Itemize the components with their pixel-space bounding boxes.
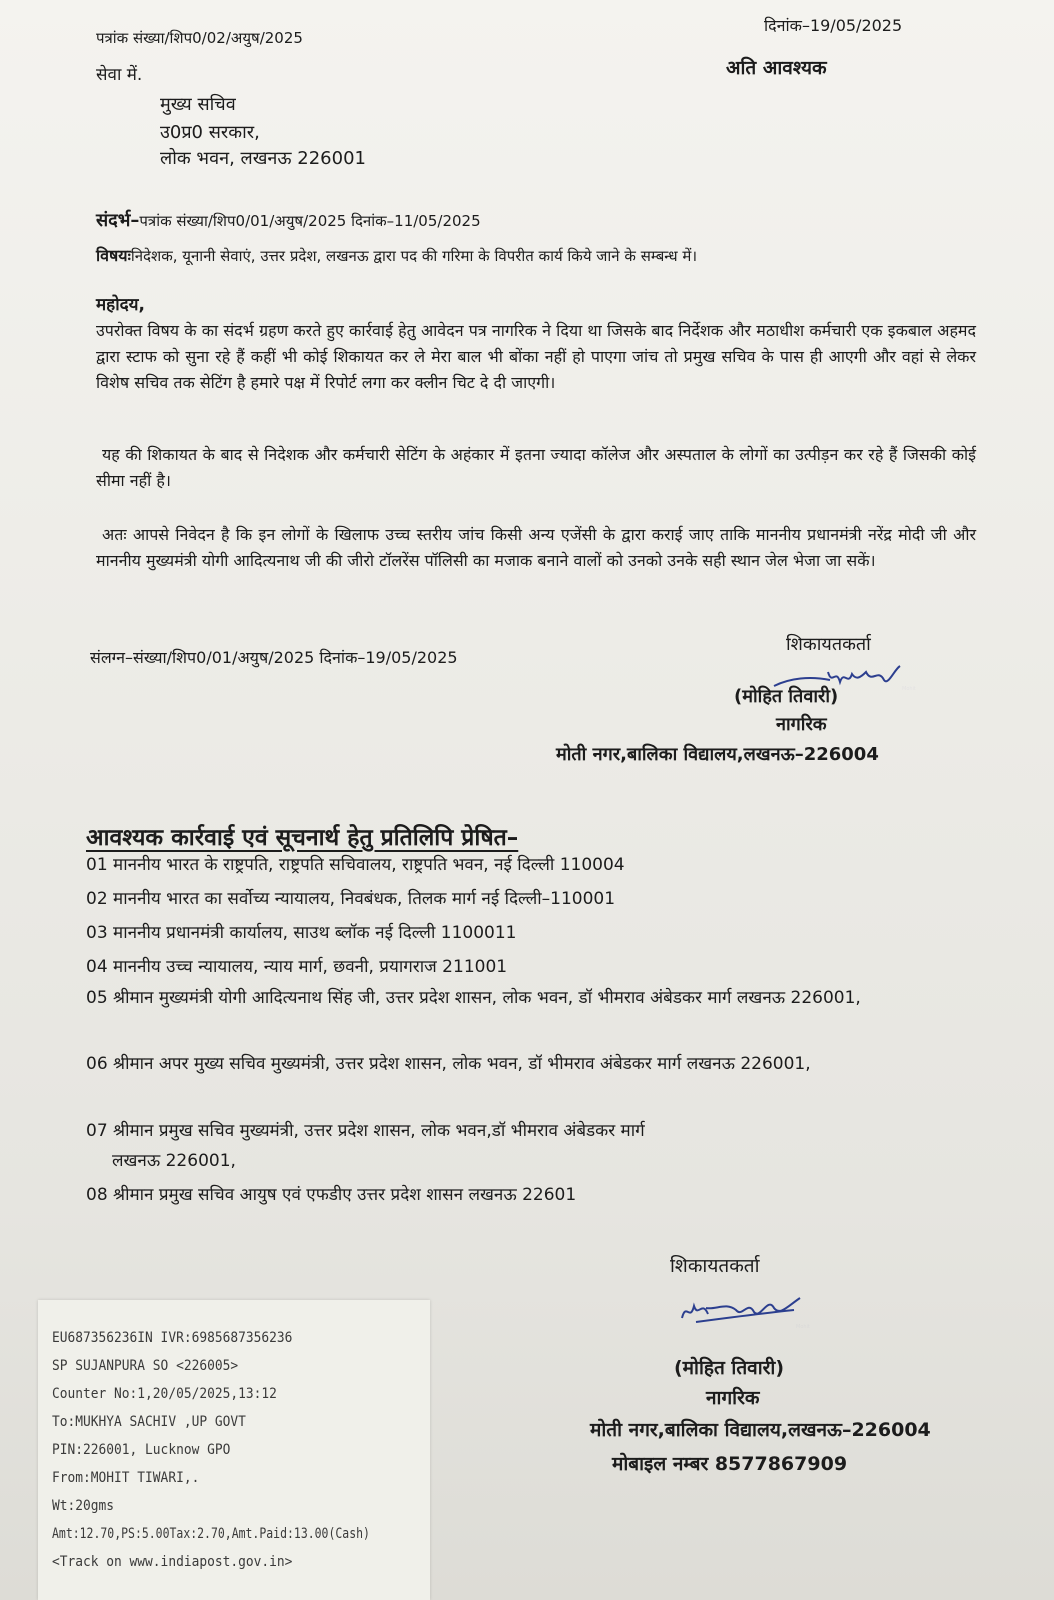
cc-item-06: 06 श्रीमान अपर मुख्य सचिव मुख्यमंत्री, उत्तर प्रदेश शासन, लोक भवन, डॉ भीमराव अंबेडकर मार्ग लखनऊ 226001, — [86, 1054, 811, 1074]
cc-item-02: 02 माननीय भारत का सर्वोच्य न्यायालय, निवबंधक, तिलक मार्ग नई दिल्ली–110001 — [86, 889, 616, 909]
body-paragraph-2: यह की शिकायत के बाद से निदेशक और कर्मचारी सेटिंग के अहंकार में इतना ज्यादा कॉलेज और अस्पताल के लोगों का उत्पीड़न कर रहे हैं जिसकी कोई सीमा नहीं है। — [96, 445, 976, 490]
complainant-title-2: शिकायतकर्ता — [670, 1255, 760, 1277]
reference-line — [96, 208, 481, 232]
cc-item-07: 07 श्रीमान प्रमुख सचिव मुख्यमंत्री, उत्तर प्रदेश शासन, लोक भवन,डॉ भीमराव अंबेडकर मार्ग — [86, 1121, 645, 1141]
signature-scribble-2 — [676, 1288, 810, 1332]
postal-receipt — [38, 1300, 430, 1600]
body-paragraph-3: अतः आपसे निवेदन है कि इन लोगों के खिलाफ उच्च स्तरीय जांच किसी अन्य एजेंसी के द्वारा कराई जाए ताकि माननीय प्रधानमंत्री नरेंद्र मोदी जी और माननीय मुख्यमंत्री योगी आदित्यनाथ जी की जीरो टॉलरेंस पॉलिसी का मजाक बनाने वालों को उनको उनके सही स्थान जेल भेजा जा सकें। — [96, 525, 976, 570]
receipt-line-8: Amt:12.70,PS:5.00Tax:2.70,Amt.Paid:13.00(Cash) — [52, 1526, 370, 1542]
subject-text: निदेशक, यूनानी सेवाएं, उत्तर प्रदेश, लखनऊ द्वारा पद की गरिमा के विपरीत कार्य किये जाने के सम्बन्ध में। — [130, 247, 698, 265]
complainant-title: शिकायतकर्ता — [786, 634, 871, 655]
complainant-role-2: नागरिक — [706, 1387, 760, 1409]
signature-text: Mohit — [902, 686, 916, 692]
complainant-mobile: मोबाइल नम्बर 8577867909 — [612, 1453, 848, 1475]
body-paragraph-1: उपरोक्त विषय के का संदर्भ ग्रहण करते हुए कार्रवाई हेतु आवेदन पत्र नागरिक ने दिया था जिसके बाद निर्देशक और मठाधीश कर्मचारी एक इकबाल अहमद द्वारा स्टाफ को सुना रहे हैं कहीं भी कोई शिकायत कर ले मेरा बाल भी बोंका नहीं हो पाएगा जांच तो प्रमुख सचिव के पास ही आएगी और वहां से लेकर विशेष सचिव तक सेटिंग है हमारे पक्ष में रिपोर्ट लगा कर क्लीन चिट दे दी जाएगी। — [96, 321, 976, 392]
receipt-line-1: EU687356236IN IVR:6985687356236 — [52, 1330, 293, 1346]
signature-text-2: Mohit — [796, 1324, 810, 1330]
urgency-label: अति आवश्यक — [726, 57, 827, 79]
cc-item-04: 04 माननीय उच्च न्यायालय, न्याय मार्ग, छवनी, प्रयागराज 211001 — [86, 957, 508, 977]
complainant-address: मोती नगर,बालिका विद्यालय,लखनऊ–226004 — [556, 744, 879, 765]
addressee-line-1: मुख्य सचिव — [160, 94, 236, 115]
subject-label: विषयः — [96, 246, 131, 265]
cc-item-05: 05 श्रीमान मुख्यमंत्री योगी आदित्यनाथ सिंह जी, उत्तर प्रदेश शासन, लोक भवन, डॉ भीमराव अंबेडकर मार्ग लखनऊ 226001, — [86, 988, 861, 1008]
receipt-line-6: From:MOHIT TIWARI,. — [52, 1470, 200, 1486]
complainant-role: नागरिक — [776, 714, 827, 735]
greeting: महोदय, — [96, 295, 145, 315]
ref-number: पत्रांक संख्या/शिप0/02/अयुष/2025 — [96, 29, 303, 47]
salutation-to: सेवा में. — [96, 65, 143, 85]
enclosure-line: संलग्न–संख्या/शिप0/01/अयुष/2025 दिनांक–19/05/2025 — [90, 648, 458, 667]
addressee-line-2: उ0प्र0 सरकार, — [160, 122, 260, 143]
reference-label: संदर्भ– — [96, 210, 140, 231]
receipt-line-2: SP SUJANPURA SO <226005> — [52, 1358, 239, 1374]
receipt-line-3: Counter No:1,20/05/2025,13:12 — [52, 1386, 277, 1402]
complainant-name: (मोहित तिवारी) — [734, 686, 839, 707]
cc-heading: आवश्यक कार्रवाई एवं सूचनार्थ हेतु प्रतिलिपि प्रेषित– — [86, 825, 519, 851]
addressee-line-3: लोक भवन, लखनऊ 226001 — [160, 148, 366, 169]
cc-item-07-cont: लखनऊ 226001, — [112, 1151, 236, 1171]
cc-item-03: 03 माननीय प्रधानमंत्री कार्यालय, साउथ ब्लॉक नई दिल्ली 1100011 — [86, 923, 517, 943]
receipt-line-9: <Track on www.indiapost.gov.in> — [52, 1554, 293, 1570]
receipt-line-7: Wt:20gms — [52, 1498, 115, 1514]
letter-date: दिनांक–19/05/2025 — [764, 16, 903, 35]
receipt-line-4: To:MUKHYA SACHIV ,UP GOVT — [52, 1414, 246, 1430]
complainant-address-2: मोती नगर,बालिका विद्यालय,लखनऊ–226004 — [590, 1419, 931, 1441]
reference-text: पत्रांक संख्या/शिप0/01/अयुष/2025 दिनांक–11/05/2025 — [139, 212, 481, 230]
complainant-name-2: (मोहित तिवारी) — [674, 1357, 785, 1379]
cc-item-01: 01 माननीय भारत के राष्ट्रपति, राष्ट्रपति सचिवालय, राष्ट्रपति भवन, नई दिल्ली 110004 — [86, 855, 625, 875]
cc-item-08: 08 श्रीमान प्रमुख सचिव आयुष एवं एफडीए उत्तर प्रदेश शासन लखनऊ 22601 — [86, 1185, 577, 1205]
receipt-line-5: PIN:226001, Lucknow GPO — [52, 1442, 231, 1458]
subject-line — [96, 244, 697, 266]
